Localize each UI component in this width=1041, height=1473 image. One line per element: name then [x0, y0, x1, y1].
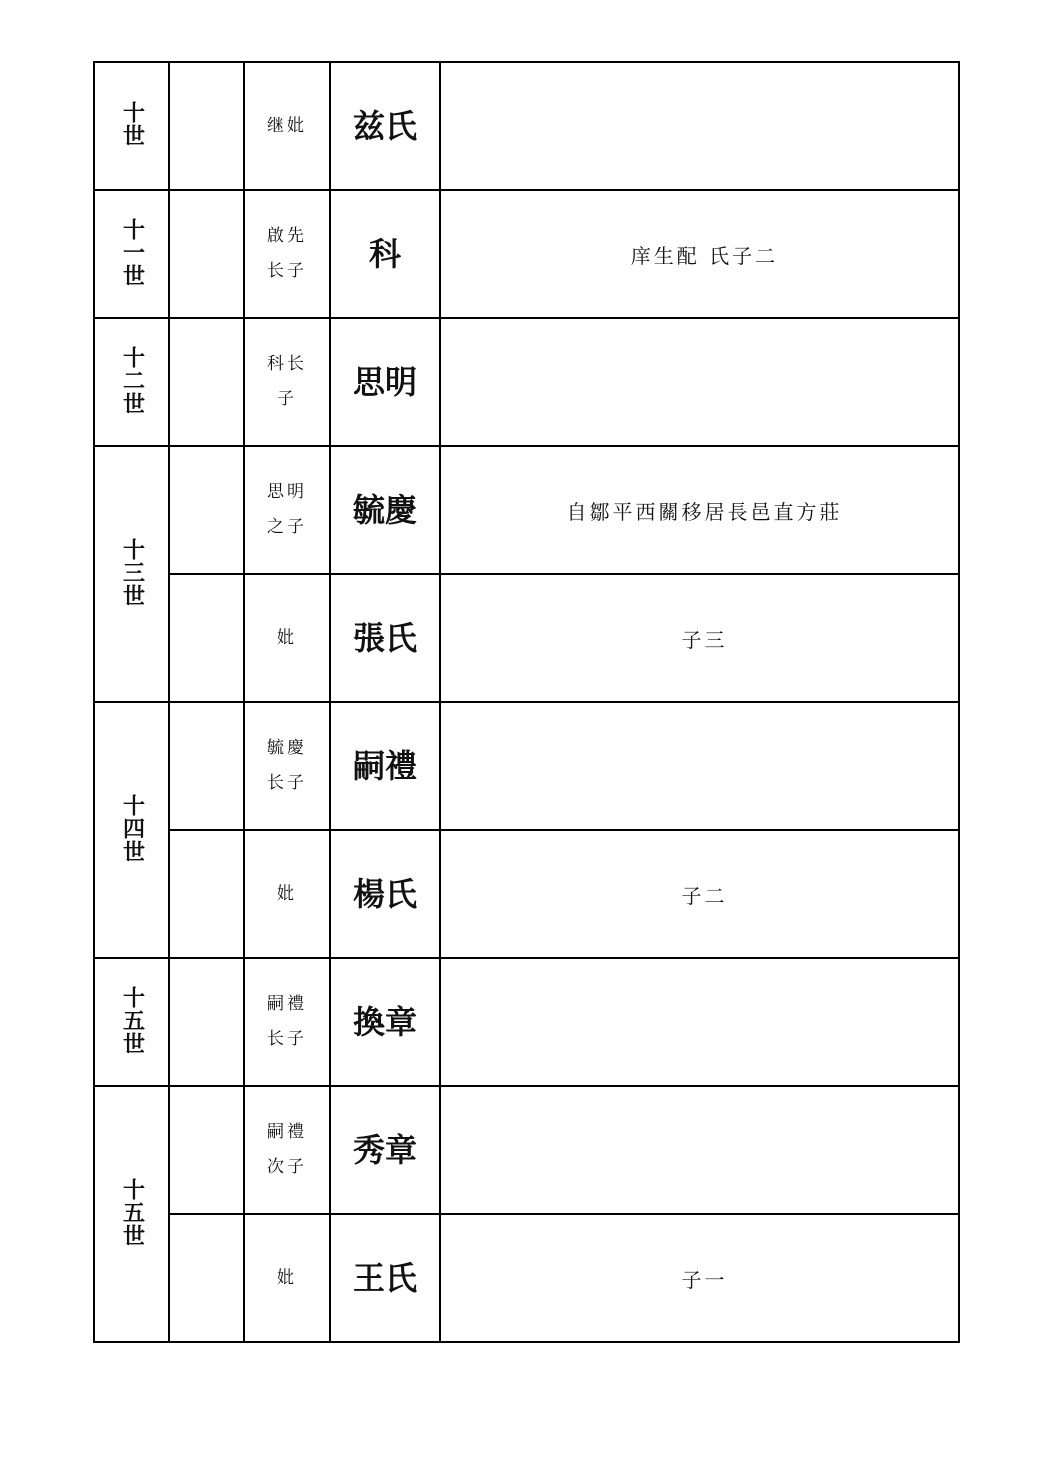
blank-cell: [169, 1086, 244, 1214]
note-text: [441, 1020, 958, 1024]
relation-cell: [244, 318, 330, 446]
generation-label: 十世: [119, 101, 145, 147]
table-row: [94, 702, 959, 830]
blank-cell: [169, 318, 244, 446]
relation-label: 妣: [277, 627, 297, 648]
note-text: 子一: [681, 1268, 728, 1292]
relation-label: 啟先长子: [267, 226, 307, 281]
name-cell: [330, 190, 440, 318]
person-name: 換章: [352, 1003, 417, 1041]
person-name: 思明: [352, 363, 417, 401]
note-text: [441, 1148, 958, 1152]
name-cell: [330, 1086, 440, 1214]
table-row: [94, 958, 959, 1086]
table-row: [94, 190, 959, 318]
person-name: 嗣禮: [352, 747, 417, 785]
note-cell: [440, 574, 959, 702]
relation-cell: [244, 446, 330, 574]
person-name: 張氏: [352, 619, 417, 657]
name-cell: [330, 1214, 440, 1342]
name-cell: [330, 958, 440, 1086]
name-cell: [330, 830, 440, 958]
table-row: [94, 1214, 959, 1342]
note-text: [441, 764, 958, 768]
generation-cell: [94, 1086, 169, 1342]
relation-cell: [244, 958, 330, 1086]
blank-cell: [169, 62, 244, 190]
blank-cell: [169, 190, 244, 318]
note-text: 自鄒平西關移居長邑直方莊: [566, 500, 843, 524]
generation-label: 十四世: [119, 793, 145, 863]
table-row: [94, 318, 959, 446]
relation-label: 妣: [277, 1267, 297, 1288]
relation-cell: [244, 1214, 330, 1342]
relation-label: 毓慶长子: [267, 738, 307, 793]
note-text: [441, 124, 958, 128]
generation-cell: [94, 190, 169, 318]
generation-cell: [94, 318, 169, 446]
note-text: 子二: [681, 884, 728, 908]
blank-cell: [169, 830, 244, 958]
name-cell: [330, 702, 440, 830]
table-row: [94, 62, 959, 190]
table-row: [94, 1086, 959, 1214]
note-cell: [440, 702, 959, 830]
blank-cell: [169, 958, 244, 1086]
blank-cell: [169, 446, 244, 574]
note-cell: [440, 1214, 959, 1342]
relation-label: 妣: [277, 883, 297, 904]
genealogy-table: [93, 61, 960, 1343]
note-cell: [440, 318, 959, 446]
generation-label: 十三世: [119, 537, 145, 607]
note-text: [441, 380, 958, 384]
note-text: 庠生配 氏子二: [630, 244, 779, 268]
note-text: 子三: [681, 628, 728, 652]
name-cell: [330, 318, 440, 446]
generation-cell: [94, 702, 169, 958]
generation-cell: [94, 958, 169, 1086]
note-cell: [440, 1086, 959, 1214]
relation-label: 科长子: [267, 354, 307, 409]
name-cell: [330, 574, 440, 702]
blank-cell: [169, 702, 244, 830]
relation-cell: [244, 1086, 330, 1214]
generation-label: 十五世: [119, 1177, 145, 1247]
note-cell: [440, 190, 959, 318]
generation-label: 十五世: [119, 985, 145, 1055]
relation-label: 嗣禮长子: [267, 994, 307, 1049]
generation-cell: [94, 62, 169, 190]
note-cell: [440, 62, 959, 190]
table-row: [94, 446, 959, 574]
note-cell: [440, 958, 959, 1086]
relation-cell: [244, 574, 330, 702]
person-name: 王氏: [352, 1259, 417, 1297]
note-cell: [440, 446, 959, 574]
generation-label: 十二世: [119, 345, 145, 415]
generation-cell: [94, 446, 169, 702]
note-cell: [440, 830, 959, 958]
name-cell: [330, 446, 440, 574]
person-name: 毓慶: [352, 491, 417, 529]
person-name: 科: [368, 235, 401, 273]
person-name: 兹氏: [352, 107, 417, 145]
blank-cell: [169, 1214, 244, 1342]
person-name: 楊氏: [352, 875, 417, 913]
relation-cell: [244, 702, 330, 830]
relation-label: 继妣: [267, 115, 307, 136]
relation-label: 嗣禮次子: [267, 1122, 307, 1177]
table-row: [94, 830, 959, 958]
relation-cell: [244, 190, 330, 318]
relation-label: 思明之子: [267, 482, 307, 537]
name-cell: [330, 62, 440, 190]
person-name: 秀章: [352, 1131, 417, 1169]
relation-cell: [244, 830, 330, 958]
relation-cell: [244, 62, 330, 190]
blank-cell: [169, 574, 244, 702]
table-row: [94, 574, 959, 702]
generation-label: 十一世: [119, 217, 145, 287]
